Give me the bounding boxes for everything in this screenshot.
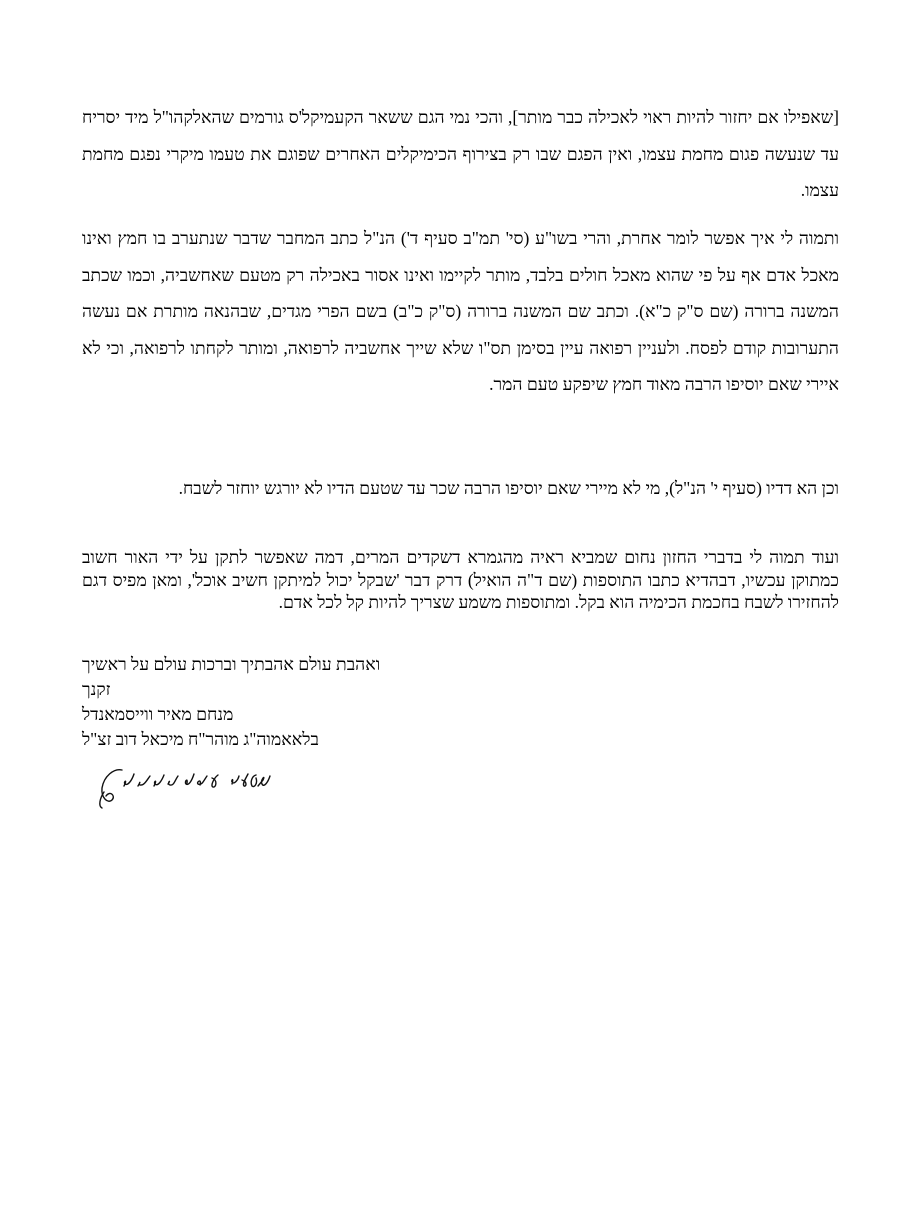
closing-blessing: ואהבת עולם אהבתיך וברכות עולם על ראשיך [82, 654, 381, 674]
paragraph-3: וכן הא דדיו (סעיף י' הנ"ל), מי לא מיירי שאם יוסיפו הרבה שכר עד שטעם הדיו לא יורגש יוחזר לשבח. [178, 478, 839, 498]
signer-patronymic: בלאאמוה"ג מוהר"ח מיכאל דוב זצ"ל [82, 729, 319, 749]
paragraph-4: ועוד תמוה לי בדברי החזון נחום שמביא ראיה מהגמרא דשקדים המרים, דמה שאפשר לתקן על ידי האור חשוב כמתוקן עכשיו, דבהדיא כתבו התוספות (שם ד"ה הואיל) דרק דבר 'שבקל יכול למיתקן חשיב אוכל', ומאן מפיס דגם להחזירו לשבח בחכמת הכימיה הוא בקל. ומתוספות משמע שצריך להיות קל לכל אדם. [82, 547, 839, 612]
paragraph-1: [שאפילו אם יחזור להיות ראוי לאכילה כבר מותר], והכי נמי הגם ששאר הקעמיקל'ס גורמים שהאלקהו"ל מיד יסריח עד שנעשה פגום מחמת עצמו, ואין הפגם שבו רק בצירוף הכימיקלים האחרים שפוגם את טעמו מיקרי נפגם מחמת עצמו. [82, 107, 839, 200]
signer-name: מנחם מאיר ווייסמאנדל [82, 704, 234, 724]
closing-block [82, 652, 839, 752]
closing-relation: זקנך [82, 679, 111, 699]
handwritten-signature-icon [92, 762, 282, 812]
paragraph-2: ותמוה לי איך אפשר לומר אחרת, והרי בשו"ע (סי' תמ"ב סעיף ד') הנ"ל כתב המחבר שדבר שנתערב בו חמץ ואינו מאכל אדם אף על פי שהוא מאכל חולים בלבד, מותר לקיימו ואינו אסור באכילה רק מטעם שאחשביה, וכמו שכתב המשנה ברורה (שם ס"ק כ"א). וכתב שם המשנה ברורה (ס"ק כ"ב) בשם הפרי מגדים, שבהנאה מותרת אם נעשה התערובות קודם לפסח. ולעניין רפואה עיין בסימן תס"ו שלא שייך אחשביה לרפואה, ומותר לקחתו לרפואה, וכי לא איירי שאם יוסיפו הרבה מאוד חמץ שיפקע טעם המר. [82, 228, 839, 394]
